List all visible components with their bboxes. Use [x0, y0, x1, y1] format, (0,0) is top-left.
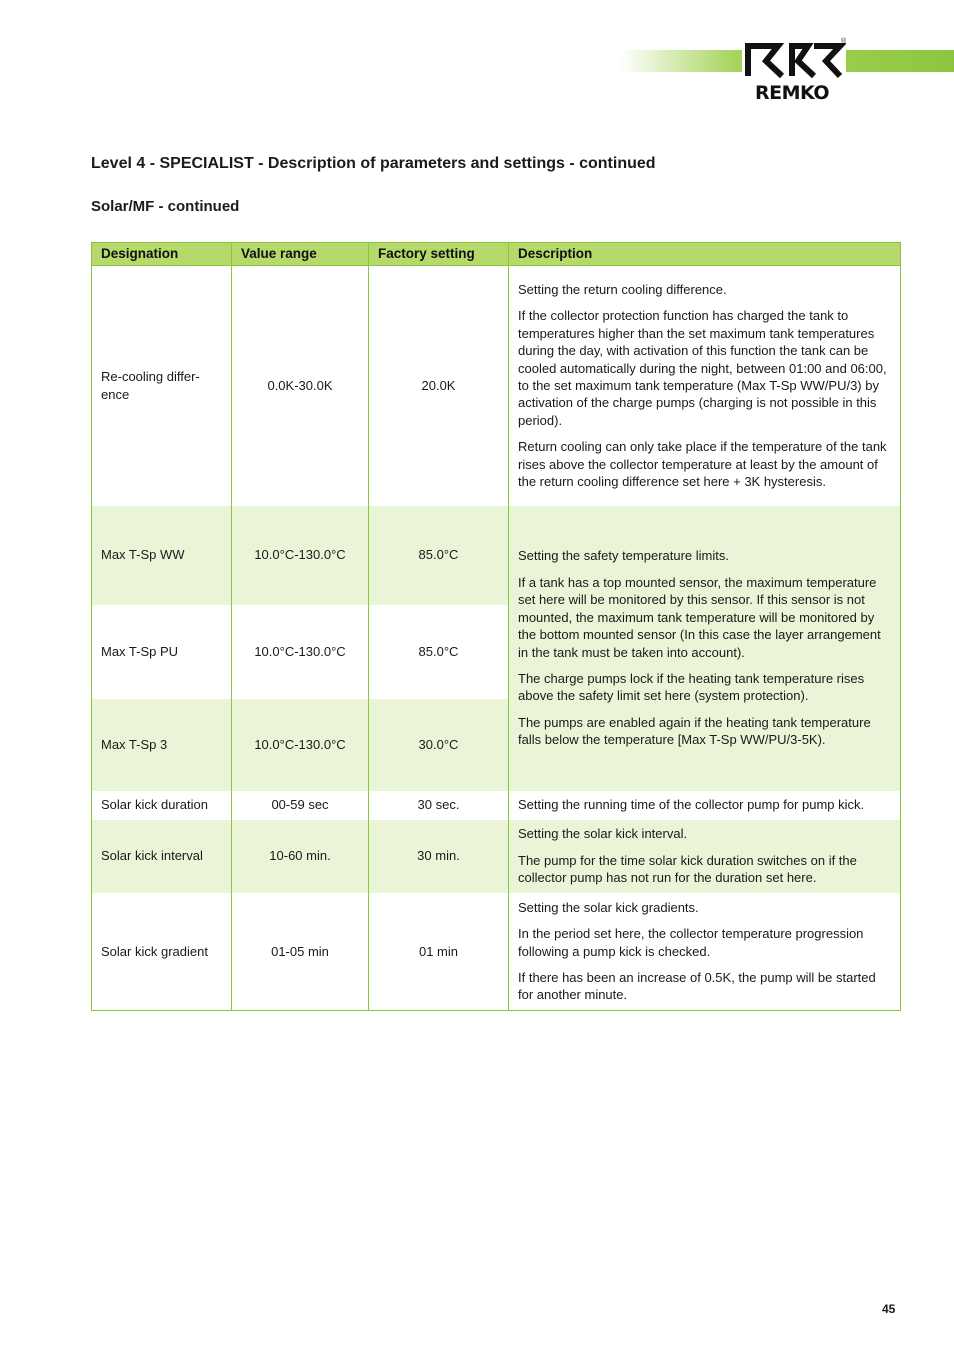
cell-factory-setting: 85.0°C: [369, 506, 509, 605]
registered-mark: ®: [841, 38, 847, 45]
table-header-row: [92, 243, 901, 266]
cell-factory-setting: 20.0K: [369, 266, 509, 506]
table-row: [92, 820, 901, 893]
cell-description: [509, 791, 901, 820]
cell-value-range: 0.0K-30.0K: [232, 266, 369, 506]
description-paragraph: If the collector protection function has charged the tank to temperatures higher than the set maximum tank temperatures during the day, with activation of this function the tank can be cooled automatically during the night, between 01:00 and 06:00, to the set maximum tank temperature (Max T-Sp WW/PU/3) by activation of the charge pumps (charging is not possible in this period).: [518, 308, 887, 428]
description-paragraph: The pumps are enabled again if the heating tank temperature falls below the temperature [Max T-Sp WW/PU/3-5K).: [518, 714, 871, 748]
cell-value-range: 01-05 min: [232, 893, 369, 1011]
cell-designation: Max T-Sp PU: [92, 605, 232, 699]
table-row: [92, 791, 901, 820]
cell-designation: Max T-Sp WW: [92, 506, 232, 605]
header-value-range: Value range: [232, 243, 369, 266]
table-row: [92, 506, 901, 605]
cell-designation: Max T-Sp 3: [92, 699, 232, 791]
page-title: Level 4 - SPECIALIST - Description of parameters and settings - continued: [91, 155, 656, 172]
remko-logo: [742, 38, 846, 104]
cell-designation: Solar kick gradient: [92, 893, 232, 1011]
cell-description: [509, 820, 901, 893]
rk-monogram-icon: [742, 38, 846, 82]
description-paragraph: If a tank has a top mounted sensor, the maximum temperature set here will be monitored by this sensor. If this sensor is not mounted, the maximum tank temperature will be monitored by the bottom mounted sensor (In this case the layer arrangement in the tank must be taken into account).: [518, 574, 881, 660]
description-paragraph: Setting the safety temperature limits.: [518, 548, 729, 564]
cell-value-range: 10.0°C-130.0°C: [232, 605, 369, 699]
cell-factory-setting: 30 min.: [369, 820, 509, 893]
cell-value-range: 10-60 min.: [232, 820, 369, 893]
description-paragraph: Setting the solar kick interval.: [518, 826, 688, 842]
cell-factory-setting: 85.0°C: [369, 605, 509, 699]
description-paragraph: Setting the running time of the collector pump for pump kick.: [518, 797, 865, 813]
description-paragraph: Return cooling can only take place if the temperature of the tank rises above the collector temperature at least by the amount of the return cooling difference set here + 3K hysteresis.: [518, 439, 887, 490]
description-paragraph: If there has been an increase of 0.5K, the pump will be started for another minute.: [518, 969, 876, 1003]
description-paragraph: Setting the solar kick gradients.: [518, 899, 699, 915]
table-row: [92, 266, 901, 506]
cell-factory-setting: 30 sec.: [369, 791, 509, 820]
description-paragraph: In the period set here, the collector temperature progression following a pump kick is checked.: [518, 926, 864, 959]
cell-designation: Solar kick interval: [92, 820, 232, 893]
header-description: Description: [509, 243, 901, 266]
cell-value-range: 10.0°C-130.0°C: [232, 506, 369, 605]
header-factory-setting: Factory setting: [369, 243, 509, 266]
description-paragraph: Setting the return cooling difference.: [518, 282, 727, 298]
cell-designation: Solar kick duration: [92, 791, 232, 820]
table-row: [92, 893, 901, 1011]
cell-description: [509, 893, 901, 1011]
section-subtitle: Solar/MF - continued: [91, 198, 240, 215]
cell-description: [509, 506, 901, 791]
description-paragraph: The pump for the time solar kick duration switches on if the collector pump has not run for the duration set here.: [518, 852, 857, 886]
header-designation: Designation: [92, 243, 232, 266]
cell-value-range: 00-59 sec: [232, 791, 369, 820]
cell-description: [509, 266, 901, 506]
cell-factory-setting: 30.0°C: [369, 699, 509, 791]
cell-factory-setting: 01 min: [369, 893, 509, 1011]
page-number: 45: [882, 1302, 896, 1316]
cell-value-range: 10.0°C-130.0°C: [232, 699, 369, 791]
logo-wordmark: REMKO: [754, 82, 830, 104]
cell-designation: Re-cooling differ- ence: [92, 266, 232, 506]
parameters-table: [91, 242, 901, 1011]
description-paragraph: The charge pumps lock if the heating tank temperature rises above the safety limit set here (system protection).: [518, 670, 865, 704]
